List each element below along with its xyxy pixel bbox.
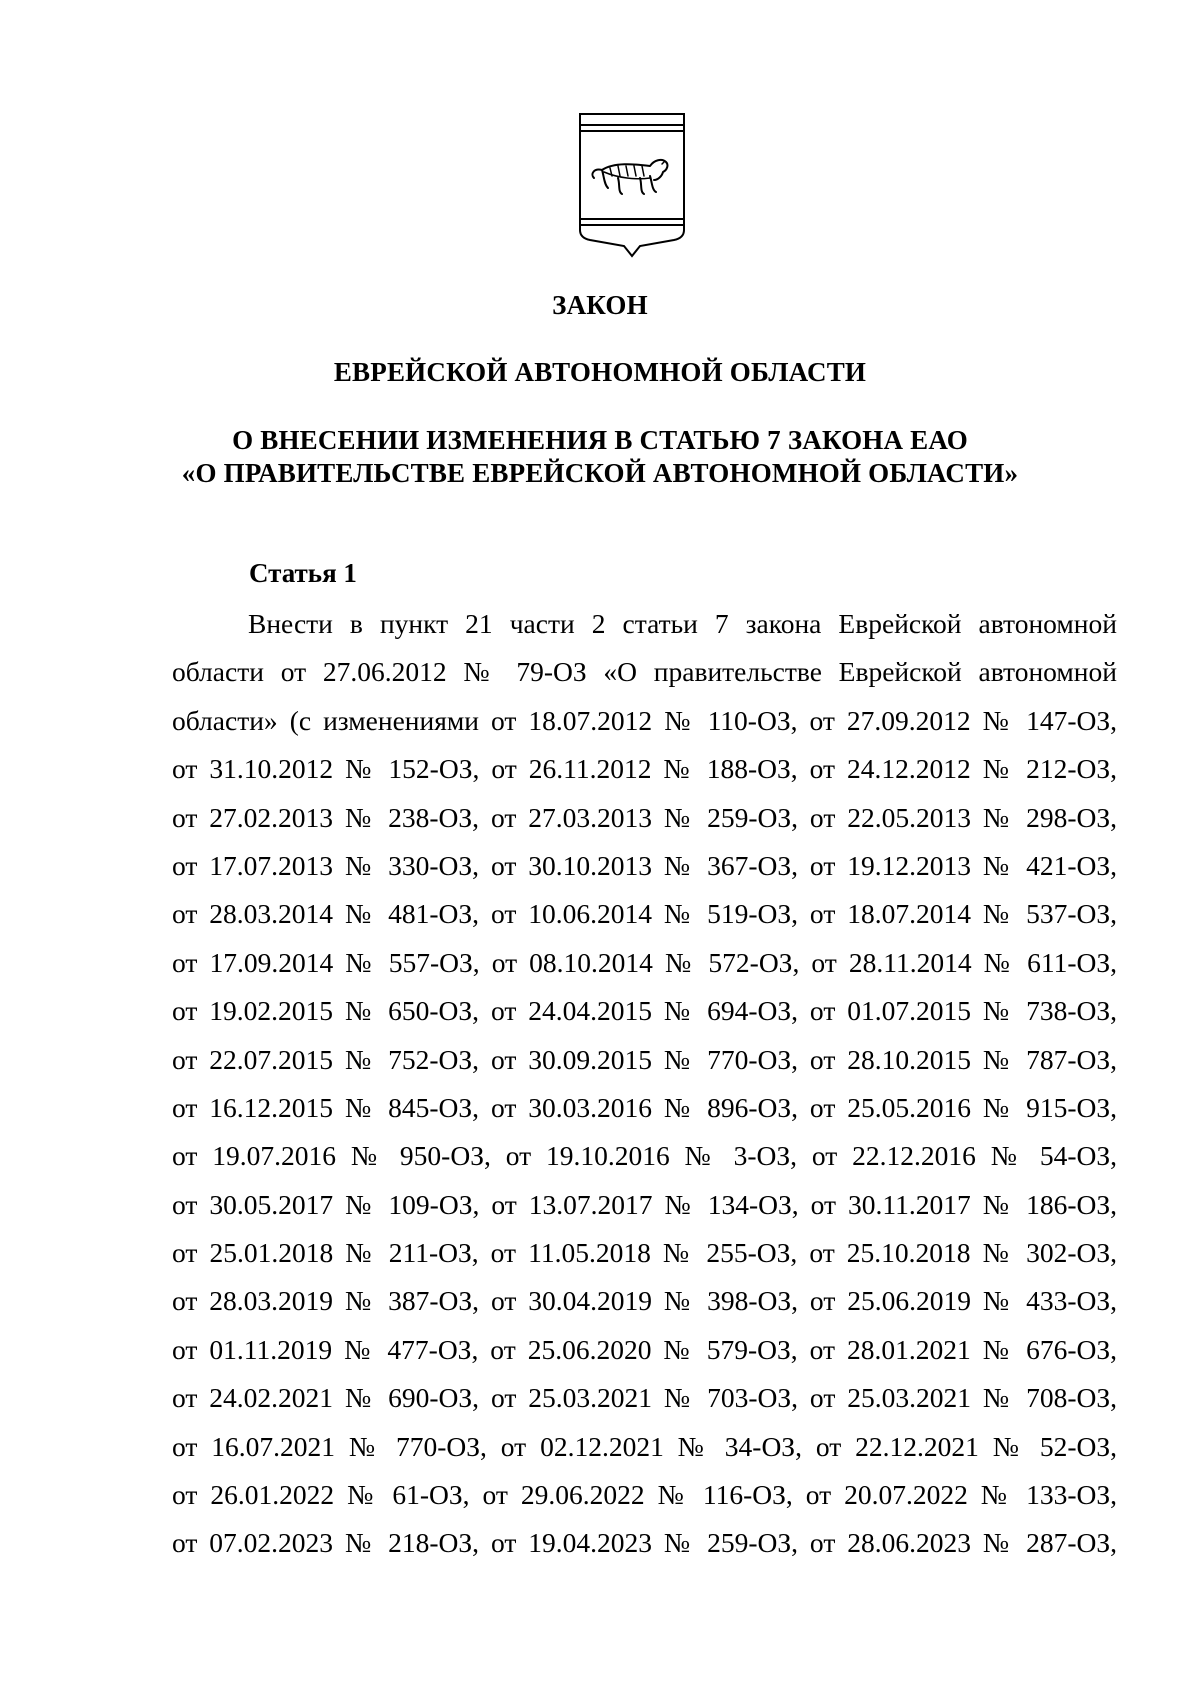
article-text-line: от 17.07.2013 № 330-ОЗ, от 30.10.2013 № 367-ОЗ, от 19.12.2013 № 421-ОЗ, bbox=[172, 849, 1117, 881]
coat-of-arms-tiger-icon bbox=[578, 112, 686, 258]
article-text-line: от 22.07.2015 № 752-ОЗ, от 30.09.2015 № 770-ОЗ, от 28.10.2015 № 787-ОЗ, bbox=[172, 1043, 1117, 1075]
article-text-line: от 19.07.2016 № 950-ОЗ, от 19.10.2016 № 3-ОЗ, от 22.12.2016 № 54-ОЗ, bbox=[172, 1140, 1117, 1172]
law-title-line: «О ПРАВИТЕЛЬСТВЕ ЕВРЕЙСКОЙ АВТОНОМНОЙ ОБЛАСТИ» bbox=[181, 458, 1019, 488]
article-text-line: от 28.03.2014 № 481-ОЗ, от 10.06.2014 № 519-ОЗ, от 18.07.2014 № 537-ОЗ, bbox=[172, 898, 1117, 930]
article-text-line: от 19.02.2015 № 650-ОЗ, от 24.04.2015 № 694-ОЗ, от 01.07.2015 № 738-ОЗ, bbox=[172, 995, 1117, 1027]
law-title bbox=[150, 424, 1050, 490]
law-region-heading: ЕВРЕЙСКОЙ АВТОНОМНОЙ ОБЛАСТИ bbox=[333, 357, 867, 387]
article-text-line: от 17.09.2014 № 557-ОЗ, от 08.10.2014 № 572-ОЗ, от 28.11.2014 № 611-ОЗ, bbox=[172, 946, 1117, 978]
law-title-line: О ВНЕСЕНИИ ИЗМЕНЕНИЯ В СТАТЬЮ 7 ЗАКОНА ЕАО bbox=[232, 425, 968, 455]
article-text-line: от 27.02.2013 № 238-ОЗ, от 27.03.2013 № 259-ОЗ, от 22.05.2013 № 298-ОЗ, bbox=[172, 801, 1117, 833]
article-text-line: Внести в пункт 21 части 2 статьи 7 закона Еврейской автономной bbox=[248, 608, 1117, 639]
law-type-heading: ЗАКОН bbox=[552, 290, 648, 320]
article-text-line: от 30.05.2017 № 109-ОЗ, от 13.07.2017 № 134-ОЗ, от 30.11.2017 № 186-ОЗ, bbox=[172, 1188, 1117, 1220]
article-text-line: от 24.02.2021 № 690-ОЗ, от 25.03.2021 № 703-ОЗ, от 25.03.2021 № 708-ОЗ, bbox=[172, 1382, 1117, 1414]
article-text-line: от 26.01.2022 № 61-ОЗ, от 29.06.2022 № 116-ОЗ, от 20.07.2022 № 133-ОЗ, bbox=[172, 1479, 1117, 1511]
article-text-line: от 28.03.2019 № 387-ОЗ, от 30.04.2019 № 398-ОЗ, от 25.06.2019 № 433-ОЗ, bbox=[172, 1285, 1117, 1317]
article-text-line: области от 27.06.2012 № 79-ОЗ «О правительстве Еврейской автономной bbox=[172, 656, 1117, 688]
article-text-line: от 31.10.2012 № 152-ОЗ, от 26.11.2012 № 188-ОЗ, от 24.12.2012 № 212-ОЗ, bbox=[172, 753, 1117, 785]
article-text-line: от 25.01.2018 № 211-ОЗ, от 11.05.2018 № 255-ОЗ, от 25.10.2018 № 302-ОЗ, bbox=[172, 1237, 1117, 1269]
article-body bbox=[172, 600, 1117, 1568]
article-text-line: от 07.02.2023 № 218-ОЗ, от 19.04.2023 № 259-ОЗ, от 28.06.2023 № 287-ОЗ, bbox=[172, 1527, 1117, 1559]
article-text-line: области» (с изменениями от 18.07.2012 № 110-ОЗ, от 27.09.2012 № 147-ОЗ, bbox=[172, 704, 1117, 736]
article-text-line: от 16.12.2015 № 845-ОЗ, от 30.03.2016 № 896-ОЗ, от 25.05.2016 № 915-ОЗ, bbox=[172, 1091, 1117, 1123]
article-text-line: от 01.11.2019 № 477-ОЗ, от 25.06.2020 № 579-ОЗ, от 28.01.2021 № 676-ОЗ, bbox=[172, 1333, 1117, 1365]
article-text-line: от 16.07.2021 № 770-ОЗ, от 02.12.2021 № 34-ОЗ, от 22.12.2021 № 52-ОЗ, bbox=[172, 1430, 1117, 1462]
article-heading: Статья 1 bbox=[249, 558, 357, 588]
